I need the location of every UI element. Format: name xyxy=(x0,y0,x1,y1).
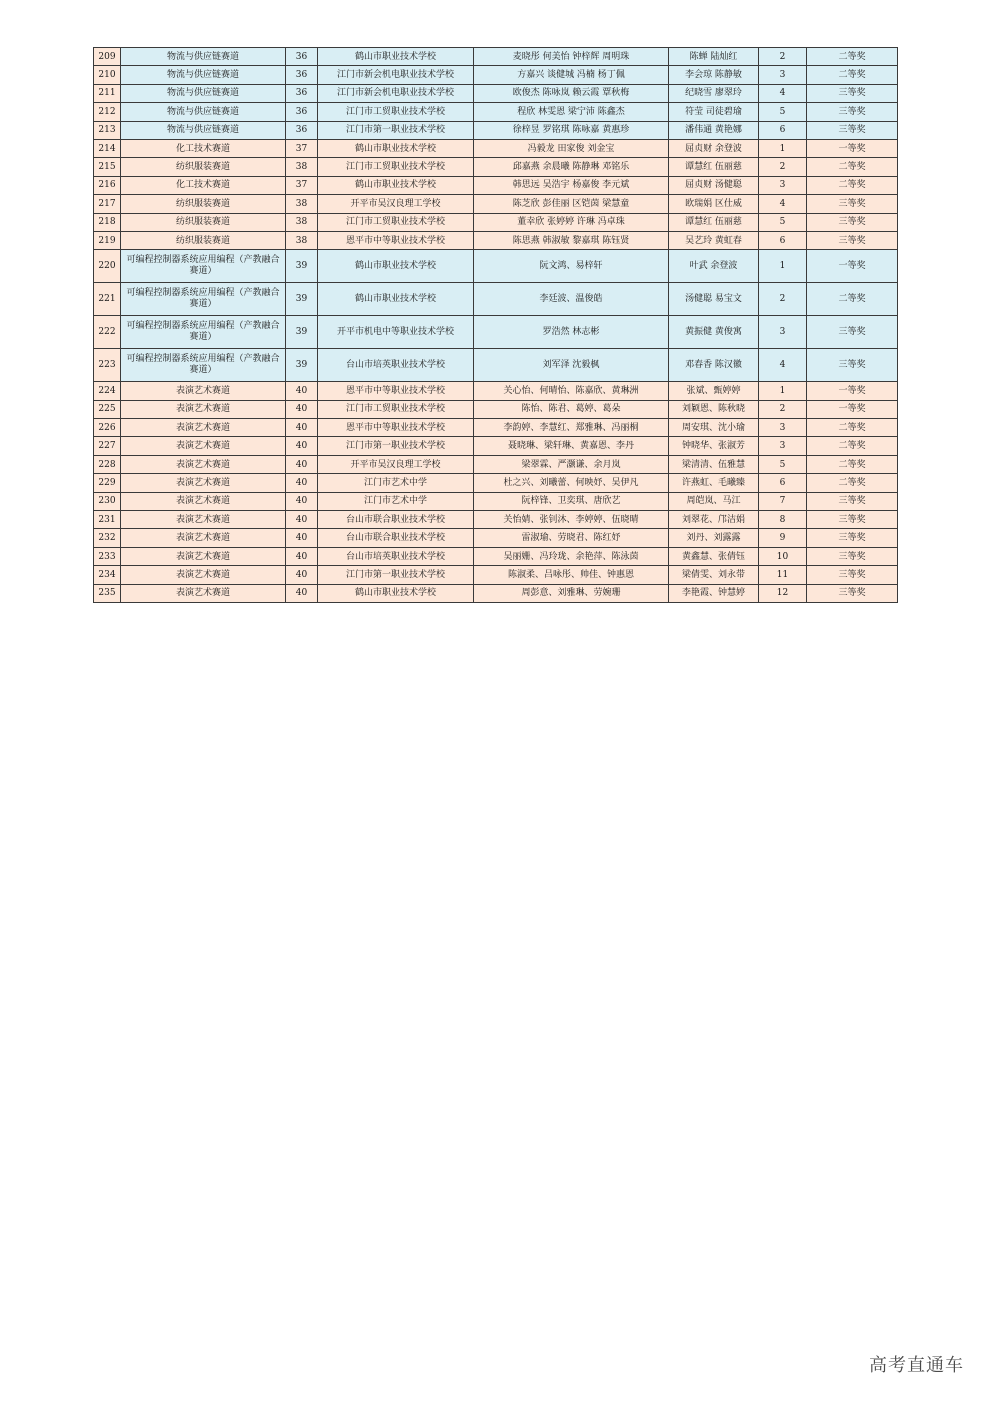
students-cell: 程欣 林雯恩 梁宁沛 陈鑫杰 xyxy=(474,103,669,121)
teachers-cell: 屈贞财 汤健聪 xyxy=(669,176,759,194)
award-cell: 三等奖 xyxy=(807,529,898,547)
teachers-cell: 叶武 余登波 xyxy=(669,250,759,283)
award-cell: 二等奖 xyxy=(807,66,898,84)
rank-cell: 3 xyxy=(759,419,807,437)
table-row xyxy=(94,84,898,102)
row-number: 224 xyxy=(94,382,121,400)
school-cell: 台山市培英职业技术学校 xyxy=(318,547,474,565)
track-code-cell: 40 xyxy=(286,382,318,400)
school-cell: 开平市吴汉良理工学校 xyxy=(318,455,474,473)
rank-cell: 3 xyxy=(759,437,807,455)
school-cell: 江门市第一职业技术学校 xyxy=(318,121,474,139)
award-cell: 三等奖 xyxy=(807,213,898,231)
school-cell: 鹤山市职业技术学校 xyxy=(318,584,474,602)
track-cell: 纺织服装赛道 xyxy=(121,195,286,213)
students-cell: 聂晓琳、梁轩琳、黄嘉恩、李丹 xyxy=(474,437,669,455)
track-cell: 物流与供应链赛道 xyxy=(121,66,286,84)
table-row xyxy=(94,283,898,316)
track-code-cell: 36 xyxy=(286,48,318,66)
row-number: 232 xyxy=(94,529,121,547)
rank-cell: 3 xyxy=(759,176,807,194)
row-number: 233 xyxy=(94,547,121,565)
award-cell: 三等奖 xyxy=(807,584,898,602)
track-cell: 可编程控制器系统应用编程（产教融合赛道） xyxy=(121,250,286,283)
teachers-cell: 谭慧红 伍丽慈 xyxy=(669,213,759,231)
track-code-cell: 40 xyxy=(286,419,318,437)
track-code-cell: 38 xyxy=(286,195,318,213)
award-cell: 一等奖 xyxy=(807,400,898,418)
track-cell: 物流与供应链赛道 xyxy=(121,48,286,66)
award-cell: 二等奖 xyxy=(807,419,898,437)
track-code-cell: 37 xyxy=(286,176,318,194)
table-row xyxy=(94,158,898,176)
school-cell: 台山市培英职业技术学校 xyxy=(318,349,474,382)
rank-cell: 2 xyxy=(759,283,807,316)
students-cell: 徐梓昱 罗铭琪 陈咏嘉 黄惠珍 xyxy=(474,121,669,139)
school-cell: 鹤山市职业技术学校 xyxy=(318,139,474,157)
row-number: 219 xyxy=(94,231,121,249)
teachers-cell: 潘伟通 黄艳娜 xyxy=(669,121,759,139)
rank-cell: 12 xyxy=(759,584,807,602)
students-cell: 关怡婧、张钊沐、李婷婷、伍晓晴 xyxy=(474,511,669,529)
award-cell: 二等奖 xyxy=(807,176,898,194)
track-cell: 表演艺术赛道 xyxy=(121,492,286,510)
rank-cell: 1 xyxy=(759,250,807,283)
award-cell: 三等奖 xyxy=(807,121,898,139)
school-cell: 开平市机电中等职业技术学校 xyxy=(318,316,474,349)
track-cell: 可编程控制器系统应用编程（产教融合赛道） xyxy=(121,283,286,316)
row-number: 221 xyxy=(94,283,121,316)
teachers-cell: 纪晓雪 廖翠玲 xyxy=(669,84,759,102)
rank-cell: 2 xyxy=(759,158,807,176)
track-cell: 可编程控制器系统应用编程（产教融合赛道） xyxy=(121,316,286,349)
table-row xyxy=(94,511,898,529)
track-code-cell: 37 xyxy=(286,139,318,157)
teachers-cell: 梁倩雯、刘永带 xyxy=(669,566,759,584)
teachers-cell: 刘翠花、邝洁娟 xyxy=(669,511,759,529)
award-cell: 三等奖 xyxy=(807,84,898,102)
award-cell: 三等奖 xyxy=(807,349,898,382)
teachers-cell: 邓春香 陈汉徽 xyxy=(669,349,759,382)
track-code-cell: 40 xyxy=(286,566,318,584)
row-number: 225 xyxy=(94,400,121,418)
track-code-cell: 39 xyxy=(286,283,318,316)
students-cell: 陈芝欣 彭佳丽 区铠茵 梁慧童 xyxy=(474,195,669,213)
row-number: 227 xyxy=(94,437,121,455)
students-cell: 梁翠霖、严灏谦、余月岚 xyxy=(474,455,669,473)
students-cell: 陈淑柔、吕咏彤、帅佳、钟惠恩 xyxy=(474,566,669,584)
rank-cell: 1 xyxy=(759,139,807,157)
track-code-cell: 40 xyxy=(286,437,318,455)
track-cell: 物流与供应链赛道 xyxy=(121,84,286,102)
school-cell: 恩平市中等职业技术学校 xyxy=(318,231,474,249)
row-number: 214 xyxy=(94,139,121,157)
track-cell: 表演艺术赛道 xyxy=(121,529,286,547)
row-number: 212 xyxy=(94,103,121,121)
track-cell: 可编程控制器系统应用编程（产教融合赛道） xyxy=(121,349,286,382)
teachers-cell: 李会琼 陈静敏 xyxy=(669,66,759,84)
students-cell: 董幸欣 张婷婷 许琳 冯卓珠 xyxy=(474,213,669,231)
teachers-cell: 汤健聪 易宝文 xyxy=(669,283,759,316)
award-cell: 一等奖 xyxy=(807,250,898,283)
teachers-cell: 梁清清、伍雅慧 xyxy=(669,455,759,473)
teachers-cell: 刘丹、刘露露 xyxy=(669,529,759,547)
track-cell: 表演艺术赛道 xyxy=(121,511,286,529)
rank-cell: 5 xyxy=(759,455,807,473)
track-code-cell: 36 xyxy=(286,66,318,84)
teachers-cell: 周安琪、沈小瑜 xyxy=(669,419,759,437)
row-number: 228 xyxy=(94,455,121,473)
award-cell: 二等奖 xyxy=(807,48,898,66)
students-cell: 关心怡、何晴怡、陈嘉欣、黄琳洲 xyxy=(474,382,669,400)
rank-cell: 6 xyxy=(759,231,807,249)
row-number: 210 xyxy=(94,66,121,84)
school-cell: 江门市工贸职业技术学校 xyxy=(318,103,474,121)
row-number: 230 xyxy=(94,492,121,510)
track-code-cell: 40 xyxy=(286,547,318,565)
rank-cell: 4 xyxy=(759,195,807,213)
award-cell: 三等奖 xyxy=(807,566,898,584)
award-cell: 三等奖 xyxy=(807,231,898,249)
track-cell: 纺织服装赛道 xyxy=(121,158,286,176)
track-cell: 表演艺术赛道 xyxy=(121,455,286,473)
school-cell: 江门市新会机电职业技术学校 xyxy=(318,84,474,102)
row-number: 213 xyxy=(94,121,121,139)
students-cell: 阮梓锋、卫奕琪、唐欣艺 xyxy=(474,492,669,510)
table-row xyxy=(94,121,898,139)
teachers-cell: 周皑岚、马江 xyxy=(669,492,759,510)
track-cell: 表演艺术赛道 xyxy=(121,400,286,418)
track-code-cell: 40 xyxy=(286,474,318,492)
track-code-cell: 40 xyxy=(286,400,318,418)
track-code-cell: 40 xyxy=(286,455,318,473)
students-cell: 方嘉兴 谈健城 冯楠 杨丁佩 xyxy=(474,66,669,84)
row-number: 231 xyxy=(94,511,121,529)
teachers-cell: 许燕虹、毛曦臻 xyxy=(669,474,759,492)
school-cell: 江门市第一职业技术学校 xyxy=(318,566,474,584)
rank-cell: 7 xyxy=(759,492,807,510)
school-cell: 江门市第一职业技术学校 xyxy=(318,437,474,455)
row-number: 222 xyxy=(94,316,121,349)
school-cell: 江门市工贸职业技术学校 xyxy=(318,158,474,176)
award-cell: 三等奖 xyxy=(807,316,898,349)
table-row xyxy=(94,66,898,84)
rank-cell: 11 xyxy=(759,566,807,584)
track-cell: 化工技术赛道 xyxy=(121,176,286,194)
row-number: 209 xyxy=(94,48,121,66)
table-row xyxy=(94,400,898,418)
table-row xyxy=(94,176,898,194)
row-number: 217 xyxy=(94,195,121,213)
table-row xyxy=(94,48,898,66)
table-row xyxy=(94,474,898,492)
teachers-cell: 黄鑫慧、张倩钰 xyxy=(669,547,759,565)
row-number: 235 xyxy=(94,584,121,602)
school-cell: 江门市艺术中学 xyxy=(318,474,474,492)
track-cell: 表演艺术赛道 xyxy=(121,547,286,565)
award-cell: 三等奖 xyxy=(807,511,898,529)
track-cell: 表演艺术赛道 xyxy=(121,382,286,400)
rank-cell: 2 xyxy=(759,400,807,418)
track-code-cell: 40 xyxy=(286,492,318,510)
track-code-cell: 40 xyxy=(286,529,318,547)
school-cell: 江门市工贸职业技术学校 xyxy=(318,400,474,418)
table-row xyxy=(94,195,898,213)
school-cell: 鹤山市职业技术学校 xyxy=(318,283,474,316)
school-cell: 江门市新会机电职业技术学校 xyxy=(318,66,474,84)
track-cell: 表演艺术赛道 xyxy=(121,437,286,455)
rank-cell: 10 xyxy=(759,547,807,565)
table-body xyxy=(94,48,898,603)
students-cell: 阮文鸿、易梓轩 xyxy=(474,250,669,283)
teachers-cell: 刘颖恩、陈秋晓 xyxy=(669,400,759,418)
track-code-cell: 39 xyxy=(286,250,318,283)
table-row xyxy=(94,382,898,400)
track-code-cell: 38 xyxy=(286,231,318,249)
teachers-cell: 屈贞财 余登波 xyxy=(669,139,759,157)
track-code-cell: 38 xyxy=(286,213,318,231)
table-row xyxy=(94,349,898,382)
table-row xyxy=(94,231,898,249)
rank-cell: 6 xyxy=(759,474,807,492)
teachers-cell: 吴艺玲 黄虹春 xyxy=(669,231,759,249)
rank-cell: 4 xyxy=(759,84,807,102)
teachers-cell: 张斌、甄婷婷 xyxy=(669,382,759,400)
track-cell: 表演艺术赛道 xyxy=(121,584,286,602)
results-table xyxy=(93,47,898,603)
school-cell: 恩平市中等职业技术学校 xyxy=(318,419,474,437)
track-code-cell: 38 xyxy=(286,158,318,176)
track-cell: 表演艺术赛道 xyxy=(121,419,286,437)
table-row xyxy=(94,250,898,283)
students-cell: 李廷波、温俊皓 xyxy=(474,283,669,316)
rank-cell: 5 xyxy=(759,213,807,231)
school-cell: 鹤山市职业技术学校 xyxy=(318,48,474,66)
rank-cell: 2 xyxy=(759,48,807,66)
watermark-text: 高考直通车 xyxy=(869,1355,964,1376)
award-cell: 二等奖 xyxy=(807,158,898,176)
rank-cell: 1 xyxy=(759,382,807,400)
school-cell: 开平市吴汉良理工学校 xyxy=(318,195,474,213)
students-cell: 韩思远 吴浩宇 杨嘉俊 李元斌 xyxy=(474,176,669,194)
table-row xyxy=(94,547,898,565)
teachers-cell: 黄振健 黄俊寓 xyxy=(669,316,759,349)
track-cell: 物流与供应链赛道 xyxy=(121,121,286,139)
award-cell: 一等奖 xyxy=(807,139,898,157)
row-number: 218 xyxy=(94,213,121,231)
students-cell: 刘军泽 沈毅枫 xyxy=(474,349,669,382)
teachers-cell: 谭慧红 伍丽慈 xyxy=(669,158,759,176)
row-number: 211 xyxy=(94,84,121,102)
award-cell: 三等奖 xyxy=(807,103,898,121)
row-number: 216 xyxy=(94,176,121,194)
track-code-cell: 36 xyxy=(286,84,318,102)
students-cell: 杜之兴、刘曦蕾、何映妤、吴伊凡 xyxy=(474,474,669,492)
teachers-cell: 陈蝉 陆灿红 xyxy=(669,48,759,66)
table-row xyxy=(94,566,898,584)
table-row xyxy=(94,584,898,602)
students-cell: 罗浩然 林志彬 xyxy=(474,316,669,349)
track-cell: 表演艺术赛道 xyxy=(121,566,286,584)
table-row xyxy=(94,455,898,473)
row-number: 234 xyxy=(94,566,121,584)
students-cell: 雷淑瑜、劳晓君、陈红妤 xyxy=(474,529,669,547)
track-code-cell: 39 xyxy=(286,316,318,349)
award-cell: 二等奖 xyxy=(807,437,898,455)
row-number: 223 xyxy=(94,349,121,382)
rank-cell: 4 xyxy=(759,349,807,382)
school-cell: 鹤山市职业技术学校 xyxy=(318,250,474,283)
school-cell: 江门市艺术中学 xyxy=(318,492,474,510)
award-cell: 二等奖 xyxy=(807,474,898,492)
award-cell: 三等奖 xyxy=(807,547,898,565)
students-cell: 麦晓彤 何美怡 钟梓辉 周明珠 xyxy=(474,48,669,66)
row-number: 226 xyxy=(94,419,121,437)
track-code-cell: 36 xyxy=(286,103,318,121)
rank-cell: 8 xyxy=(759,511,807,529)
track-code-cell: 36 xyxy=(286,121,318,139)
track-code-cell: 39 xyxy=(286,349,318,382)
teachers-cell: 钟晓华、张淑芳 xyxy=(669,437,759,455)
row-number: 229 xyxy=(94,474,121,492)
track-code-cell: 40 xyxy=(286,511,318,529)
students-cell: 陈思燕 韩淑敏 黎嘉琪 陈钰贤 xyxy=(474,231,669,249)
students-cell: 吴丽姗、冯玲珑、余艳萍、陈泳茵 xyxy=(474,547,669,565)
row-number: 220 xyxy=(94,250,121,283)
track-cell: 化工技术赛道 xyxy=(121,139,286,157)
award-cell: 三等奖 xyxy=(807,195,898,213)
table-row xyxy=(94,213,898,231)
students-cell: 李韵婷、李慧红、郑雅琳、冯丽桐 xyxy=(474,419,669,437)
rank-cell: 6 xyxy=(759,121,807,139)
rank-cell: 9 xyxy=(759,529,807,547)
row-number: 215 xyxy=(94,158,121,176)
table-row xyxy=(94,529,898,547)
track-cell: 纺织服装赛道 xyxy=(121,231,286,249)
award-cell: 一等奖 xyxy=(807,382,898,400)
track-cell: 表演艺术赛道 xyxy=(121,474,286,492)
rank-cell: 5 xyxy=(759,103,807,121)
track-code-cell: 40 xyxy=(286,584,318,602)
track-cell: 物流与供应链赛道 xyxy=(121,103,286,121)
teachers-cell: 符莹 司徒碧瑜 xyxy=(669,103,759,121)
students-cell: 陈怡、陈君、葛婷、葛朵 xyxy=(474,400,669,418)
track-cell: 纺织服装赛道 xyxy=(121,213,286,231)
school-cell: 台山市联合职业技术学校 xyxy=(318,529,474,547)
school-cell: 台山市联合职业技术学校 xyxy=(318,511,474,529)
table-row xyxy=(94,492,898,510)
school-cell: 江门市工贸职业技术学校 xyxy=(318,213,474,231)
students-cell: 冯毅龙 田家俊 刘金宝 xyxy=(474,139,669,157)
table-row xyxy=(94,103,898,121)
rank-cell: 3 xyxy=(759,66,807,84)
award-cell: 三等奖 xyxy=(807,492,898,510)
table-row xyxy=(94,316,898,349)
award-cell: 二等奖 xyxy=(807,283,898,316)
teachers-cell: 欧瑞娟 区仕威 xyxy=(669,195,759,213)
teachers-cell: 李艳霞、钟慧婷 xyxy=(669,584,759,602)
school-cell: 恩平市中等职业技术学校 xyxy=(318,382,474,400)
school-cell: 鹤山市职业技术学校 xyxy=(318,176,474,194)
students-cell: 欧俊杰 陈咏岚 赖云霞 覃秋梅 xyxy=(474,84,669,102)
students-cell: 周彭意、刘雅琳、劳婉珊 xyxy=(474,584,669,602)
table-row xyxy=(94,419,898,437)
students-cell: 邱嘉燕 余晨曦 陈静琳 邓铭乐 xyxy=(474,158,669,176)
award-cell: 二等奖 xyxy=(807,455,898,473)
rank-cell: 3 xyxy=(759,316,807,349)
table-row xyxy=(94,437,898,455)
table-row xyxy=(94,139,898,157)
